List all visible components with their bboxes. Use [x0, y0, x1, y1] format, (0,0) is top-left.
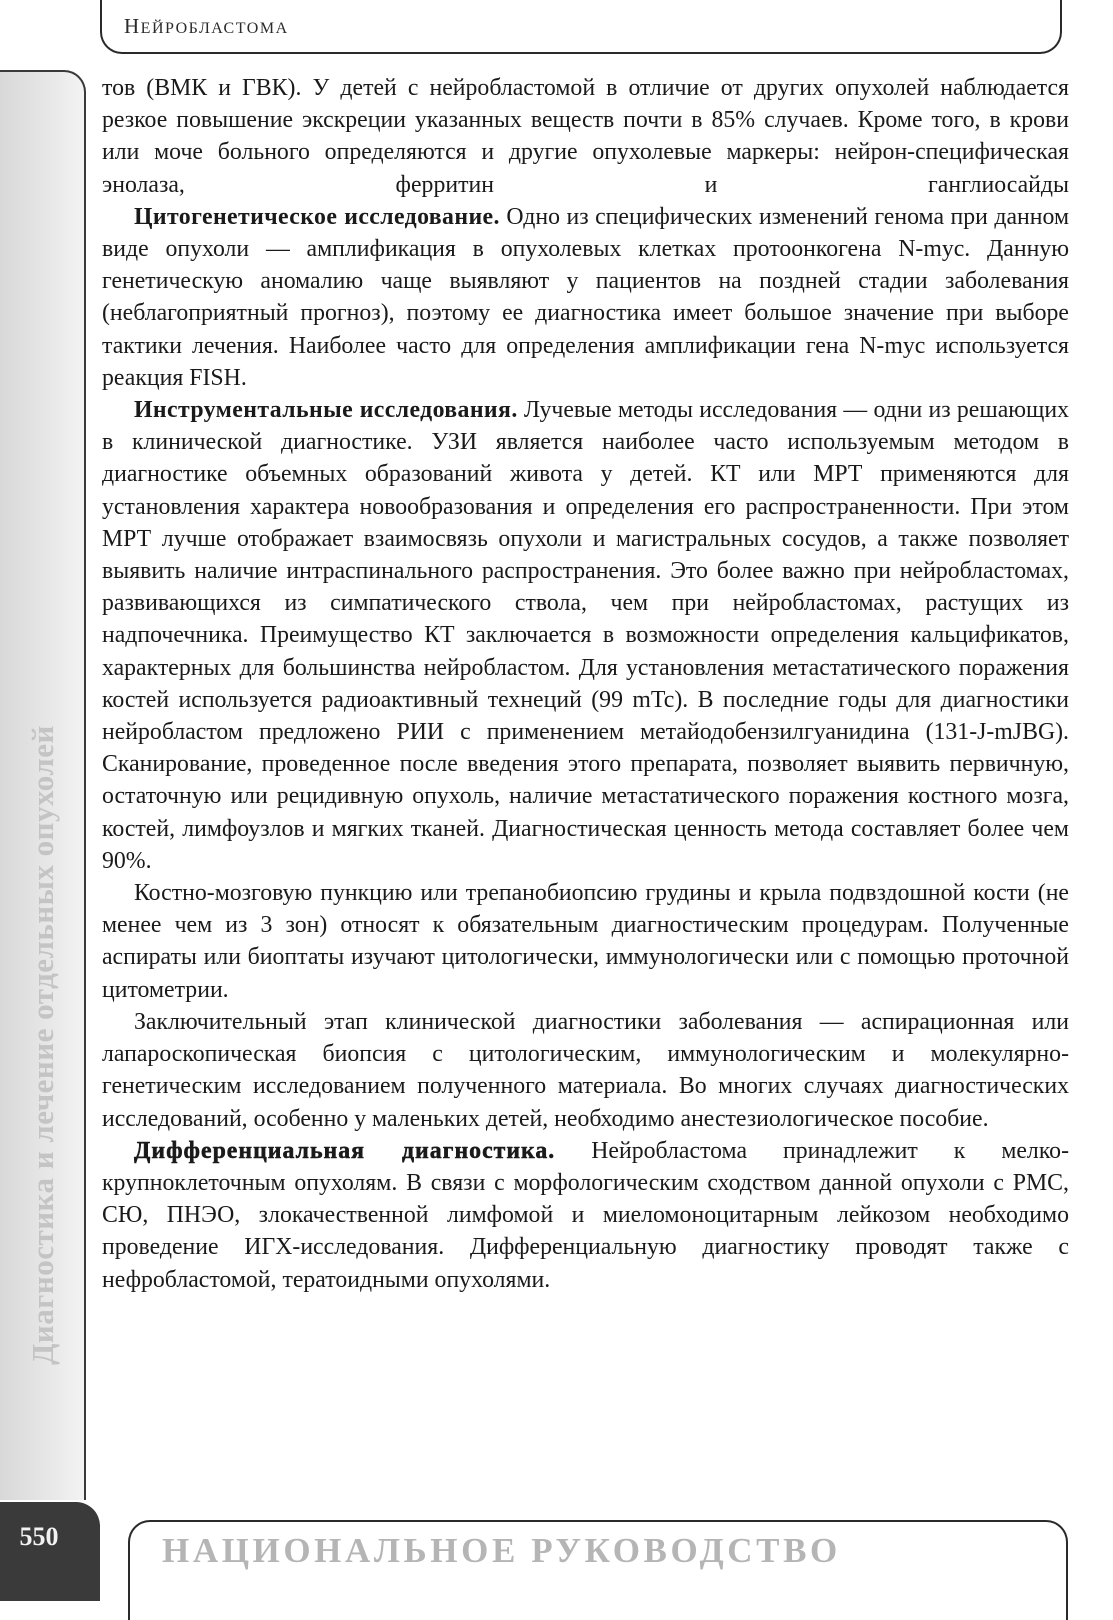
paragraph-cytogenetic [102, 201, 1069, 394]
paragraph-bone-marrow: Костно-мозговую пункцию или трепанобиопсию грудины и крыла подвздошной кости (не менее чем из 3 зон) относят к обязательным диагностическим процедурам. Полученные аспираты или биоптаты изучают цитологически, иммунологически или с помощью проточной цитометрии. [102, 880, 1069, 1003]
page-number: 550 [19, 1522, 59, 1551]
subheading-differential: Дифференциальная диагностика. [134, 1137, 556, 1164]
paragraph-cytogenetic-text: Одно из специфических изменений генома при данном виде опухоли — амплификация в опухолевых клетках протоонкогена N-myc. Данную генетическую аномалию чаще выявляют у пациентов на поздней стадии заболевания (неблагоприятный прогноз), поэтому ее диагностика имеет большое значение при выборе тактики лечения. Наиболее часто для определения амплификации гена N-myc используется реакция FISH. [102, 203, 1070, 391]
paragraph-final-stage: Заключительный этап клинической диагностики заболевания — аспирационная или лапароскопическая биопсия с цитологическим, иммунологическим и молекулярно-генетическим исследованием полученного материала. Во многих случаях диагностических исследований, особенно у маленьких детей, необходимо анестезиологическое пособие. [102, 1008, 1069, 1132]
page-number-box [0, 1502, 100, 1601]
paragraph-markers: тов (ВМК и ГВК). У детей с нейробластомой в отличие от других опухолей наблюдается резкое повышение экскреции указанных веществ почти в 85% случаев. Кроме того, в крови или моче больного определяются и другие опухолевые маркеры: нейрон-специфическая энолаза, ферритин и ганглиосайды [102, 75, 1069, 198]
running-title-rest: ЕЙРОБЛАСТОМА [140, 20, 289, 37]
paragraph-instrumental [102, 394, 1069, 877]
subheading-instrumental: Инструментальные исследования. [134, 397, 518, 424]
running-title [124, 14, 289, 39]
subheading-cytogenetic: Цитогенетическое исследование. [134, 203, 500, 230]
paragraph-instrumental-text: Лучевые методы исследования — одни из решающих в клинической диагностике. УЗИ является наиболее часто используемым методом в диагностике объемных образований живота у детей. КТ или МРТ применяются для установления характера новообразования и определения его распространенности. При этом МРТ лучше отображает взаимосвязь опухоли и магистральных сосудов, а также позволяет выявить наличие интраспинального распространения. Это более важно при нейробластомах, развивающихся из симпатического ствола, чем при нейробластомах, растущих из надпочечника. Преимущество КТ заключается в возможности определения кальцификатов, характерных для большинства нейробластом. Для установления метастатического поражения костей используется радиоактивный технеций (99 mTc). В последние годы для диагностики нейробластом предложено РИИ с применением метайодобензилгуанидина (131-J-mJBG). Сканирование, проведенное после введения этого препарата, позволяет выявить первичную, остаточную или рецидивную опухоль, наличие метастатического поражения костного мозга, костей, лимфоузлов и мягких тканей. Диагностическая ценность метода составляет более чем 90%. [102, 397, 1069, 874]
book-title: НАЦИОНАЛЬНОЕ РУКОВОДСТВО [162, 1531, 841, 1570]
page-body [102, 72, 1069, 1296]
running-title-initial: Н [124, 14, 141, 38]
section-vertical-title: Диагностика и лечение отдельных опухолей [25, 725, 60, 1365]
paragraph-differential [102, 1135, 1069, 1296]
paragraph-differential-text: Нейробластома принадлежит к мелко-крупноклеточным опухолям. В связи с морфологическим сходством данной опухоли с РМС, СЮ, ПНЭО, злокачественной лимфомой и миеломоноцитарным лейкозом необходимо проведение ИГХ-исследования. Дифференциальную диагностику проводят также с нефробластомой, тератоидными опухолями. [102, 1137, 1069, 1293]
